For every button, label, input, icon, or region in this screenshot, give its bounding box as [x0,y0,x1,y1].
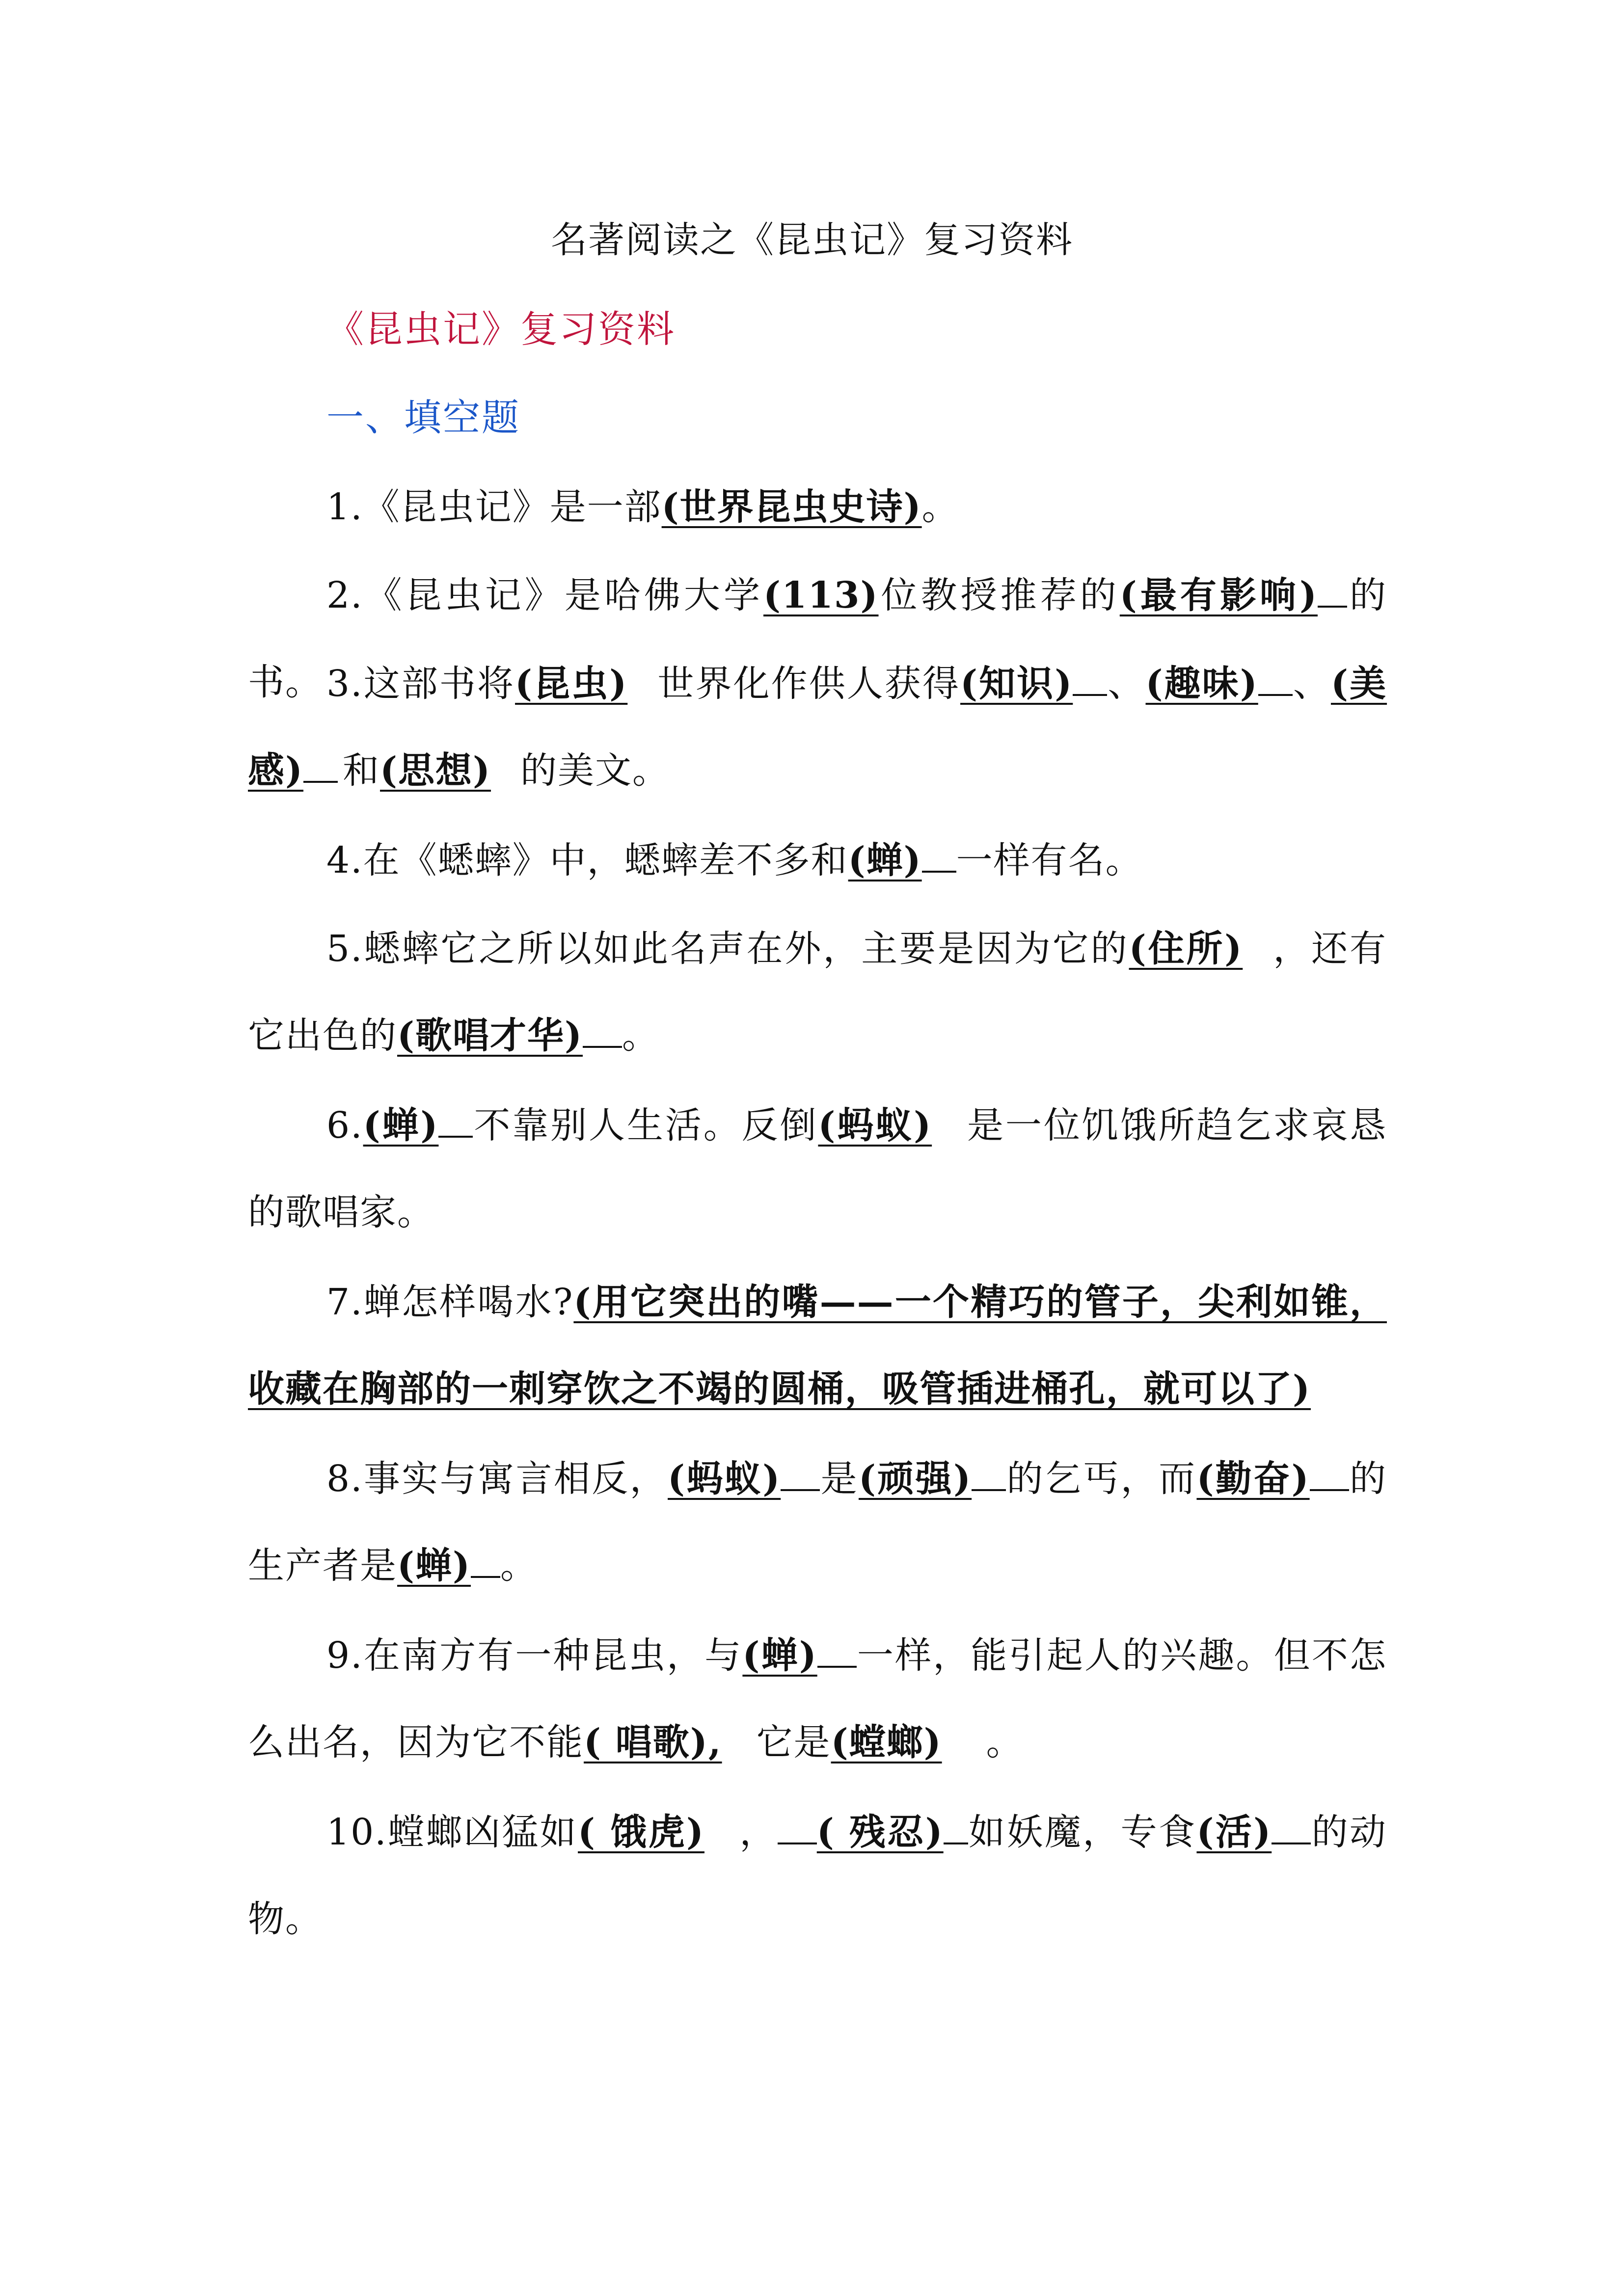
question-number: 10. [326,1811,387,1853]
question-text: 位教授推荐的 [878,574,1120,616]
answer-blank: (世界昆虫史诗) [661,486,922,528]
answer-blank: (最有影响) [1119,574,1318,616]
blank-padding [778,1812,817,1844]
question-number: 7. [326,1281,363,1323]
answer-blank: (顽强) [858,1458,972,1500]
blank-padding [303,750,338,783]
question-number: 1. [326,486,363,528]
document-title: 名著阅读之《昆虫记》复习资料 [551,219,1073,261]
question-4 [248,817,1387,904]
question-number: 6. [326,1104,363,1147]
answer-blank: ( 唱歌), [584,1721,722,1763]
question-text: 是一位饥饿所趋乞求哀恳的歌唱家。 [248,1104,1387,1233]
answer-blank: ( 饿虎) [578,1811,704,1853]
answer-blank: (用它突出的嘴——一个精巧的管子，尖利如锥，收藏在胸部的一刺穿饮之不竭的圆桶，吸管插进桶孔，就可以了) [248,1281,1387,1410]
blank-padding [1258,664,1293,696]
blank-padding [583,1015,622,1048]
question-text: 世界化作供人获得 [657,663,961,705]
answer-blank: (蚂蚁) [818,1104,932,1147]
question-number: 3. [326,663,363,705]
blank-padding [1272,1812,1311,1844]
question-number: 4. [326,839,363,881]
answer-blank: (昆虫) [515,663,628,705]
blank-padding [1073,664,1107,696]
question-3 [248,641,1387,814]
question-5 [248,906,1387,1079]
question-number: 8. [326,1458,363,1500]
answer-blank: ( 残忍) [816,1811,944,1853]
question-8 [248,1436,1387,1609]
blank-padding [1318,575,1347,608]
question-9 [248,1612,1387,1786]
section-heading: 一、填空题 [326,396,520,439]
question-number: 5. [326,928,363,970]
question-text: 事实与寓言相反， [363,1458,668,1500]
question-text: 。 [500,1545,538,1587]
answer-blank: (知识) [960,663,1073,705]
answer-blank: (113) [763,574,879,616]
answer-blank: (蝉) [397,1545,471,1587]
answer-blank: (蝉) [742,1634,817,1677]
answer-blank: (蝉) [363,1104,439,1147]
question-text: 的乞丐，而 [1006,1458,1197,1500]
question-number: 2. [326,574,363,616]
question-text: 、 [1292,663,1331,705]
question-text: 。 [986,1721,1024,1763]
answer-blank: (美感) [248,663,1387,792]
question-text: 的动物。 [248,1811,1387,1940]
question-10 [248,1789,1387,1963]
question-text: 在《蟋蟀》中，蟋蟀差不多和 [363,839,848,881]
question-text: 的生产者是 [248,1458,1387,1587]
question-text: 的美文。 [520,749,670,792]
question-text: 《昆虫记》是一部 [363,486,662,528]
question-text: ， [738,1811,778,1853]
blank-padding [972,1459,1006,1491]
question-text: 如妖魔，专食 [968,1811,1197,1853]
question-6 [248,1082,1387,1256]
question-text: 这部书将 [363,663,515,705]
answer-blank: (螳螂) [831,1721,942,1763]
blank-padding [1310,1459,1349,1491]
blank-padding [817,1635,857,1668]
answer-blank: (歌唱才华) [397,1015,583,1057]
question-text: 一样，能引起人的兴趣。但不怎么出名，因为它不能 [248,1634,1387,1763]
question-7 [248,1259,1387,1433]
blank-padding [781,1459,820,1491]
question-text: 螳螂凶猛如 [387,1811,578,1853]
question-text: 《昆虫记》是哈佛大学 [363,574,764,616]
question-text: 。 [622,1015,660,1057]
question-number: 9. [326,1634,363,1677]
answer-blank: (趣味) [1145,663,1258,705]
answer-blank: (思想) [380,749,491,792]
blank-padding [471,1546,500,1578]
question-text: 蟋蟀它之所以如此名声在外，主要是因为它的 [363,928,1129,970]
question-text: 它是 [756,1721,831,1763]
blank-padding [922,840,956,873]
answer-blank: (蝉) [848,839,922,881]
answer-blank: (住所) [1129,928,1243,970]
question-text: 的书。 [248,574,1387,703]
question-text: 。 [921,486,959,528]
question-text: 是 [820,1458,859,1500]
blank-padding [438,1105,473,1138]
question-1 [248,464,1387,551]
question-text: 和 [343,749,380,792]
answer-blank: (蚂蚁) [668,1458,781,1500]
question-text: 蝉怎样喝水? [363,1281,574,1323]
blank-padding [944,1812,968,1844]
subtitle: 《昆虫记》复习资料 [326,307,676,351]
answer-blank: (勤奋) [1196,1458,1310,1500]
question-text: 在南方有一种昆虫，与 [363,1634,743,1677]
question-text: 不靠别人生活。反倒 [473,1104,818,1147]
question-text: 一样有名。 [956,839,1143,881]
question-text: ，还有它出色的 [248,928,1387,1057]
question-text: 、 [1107,663,1146,705]
answer-blank: (活) [1196,1811,1272,1853]
